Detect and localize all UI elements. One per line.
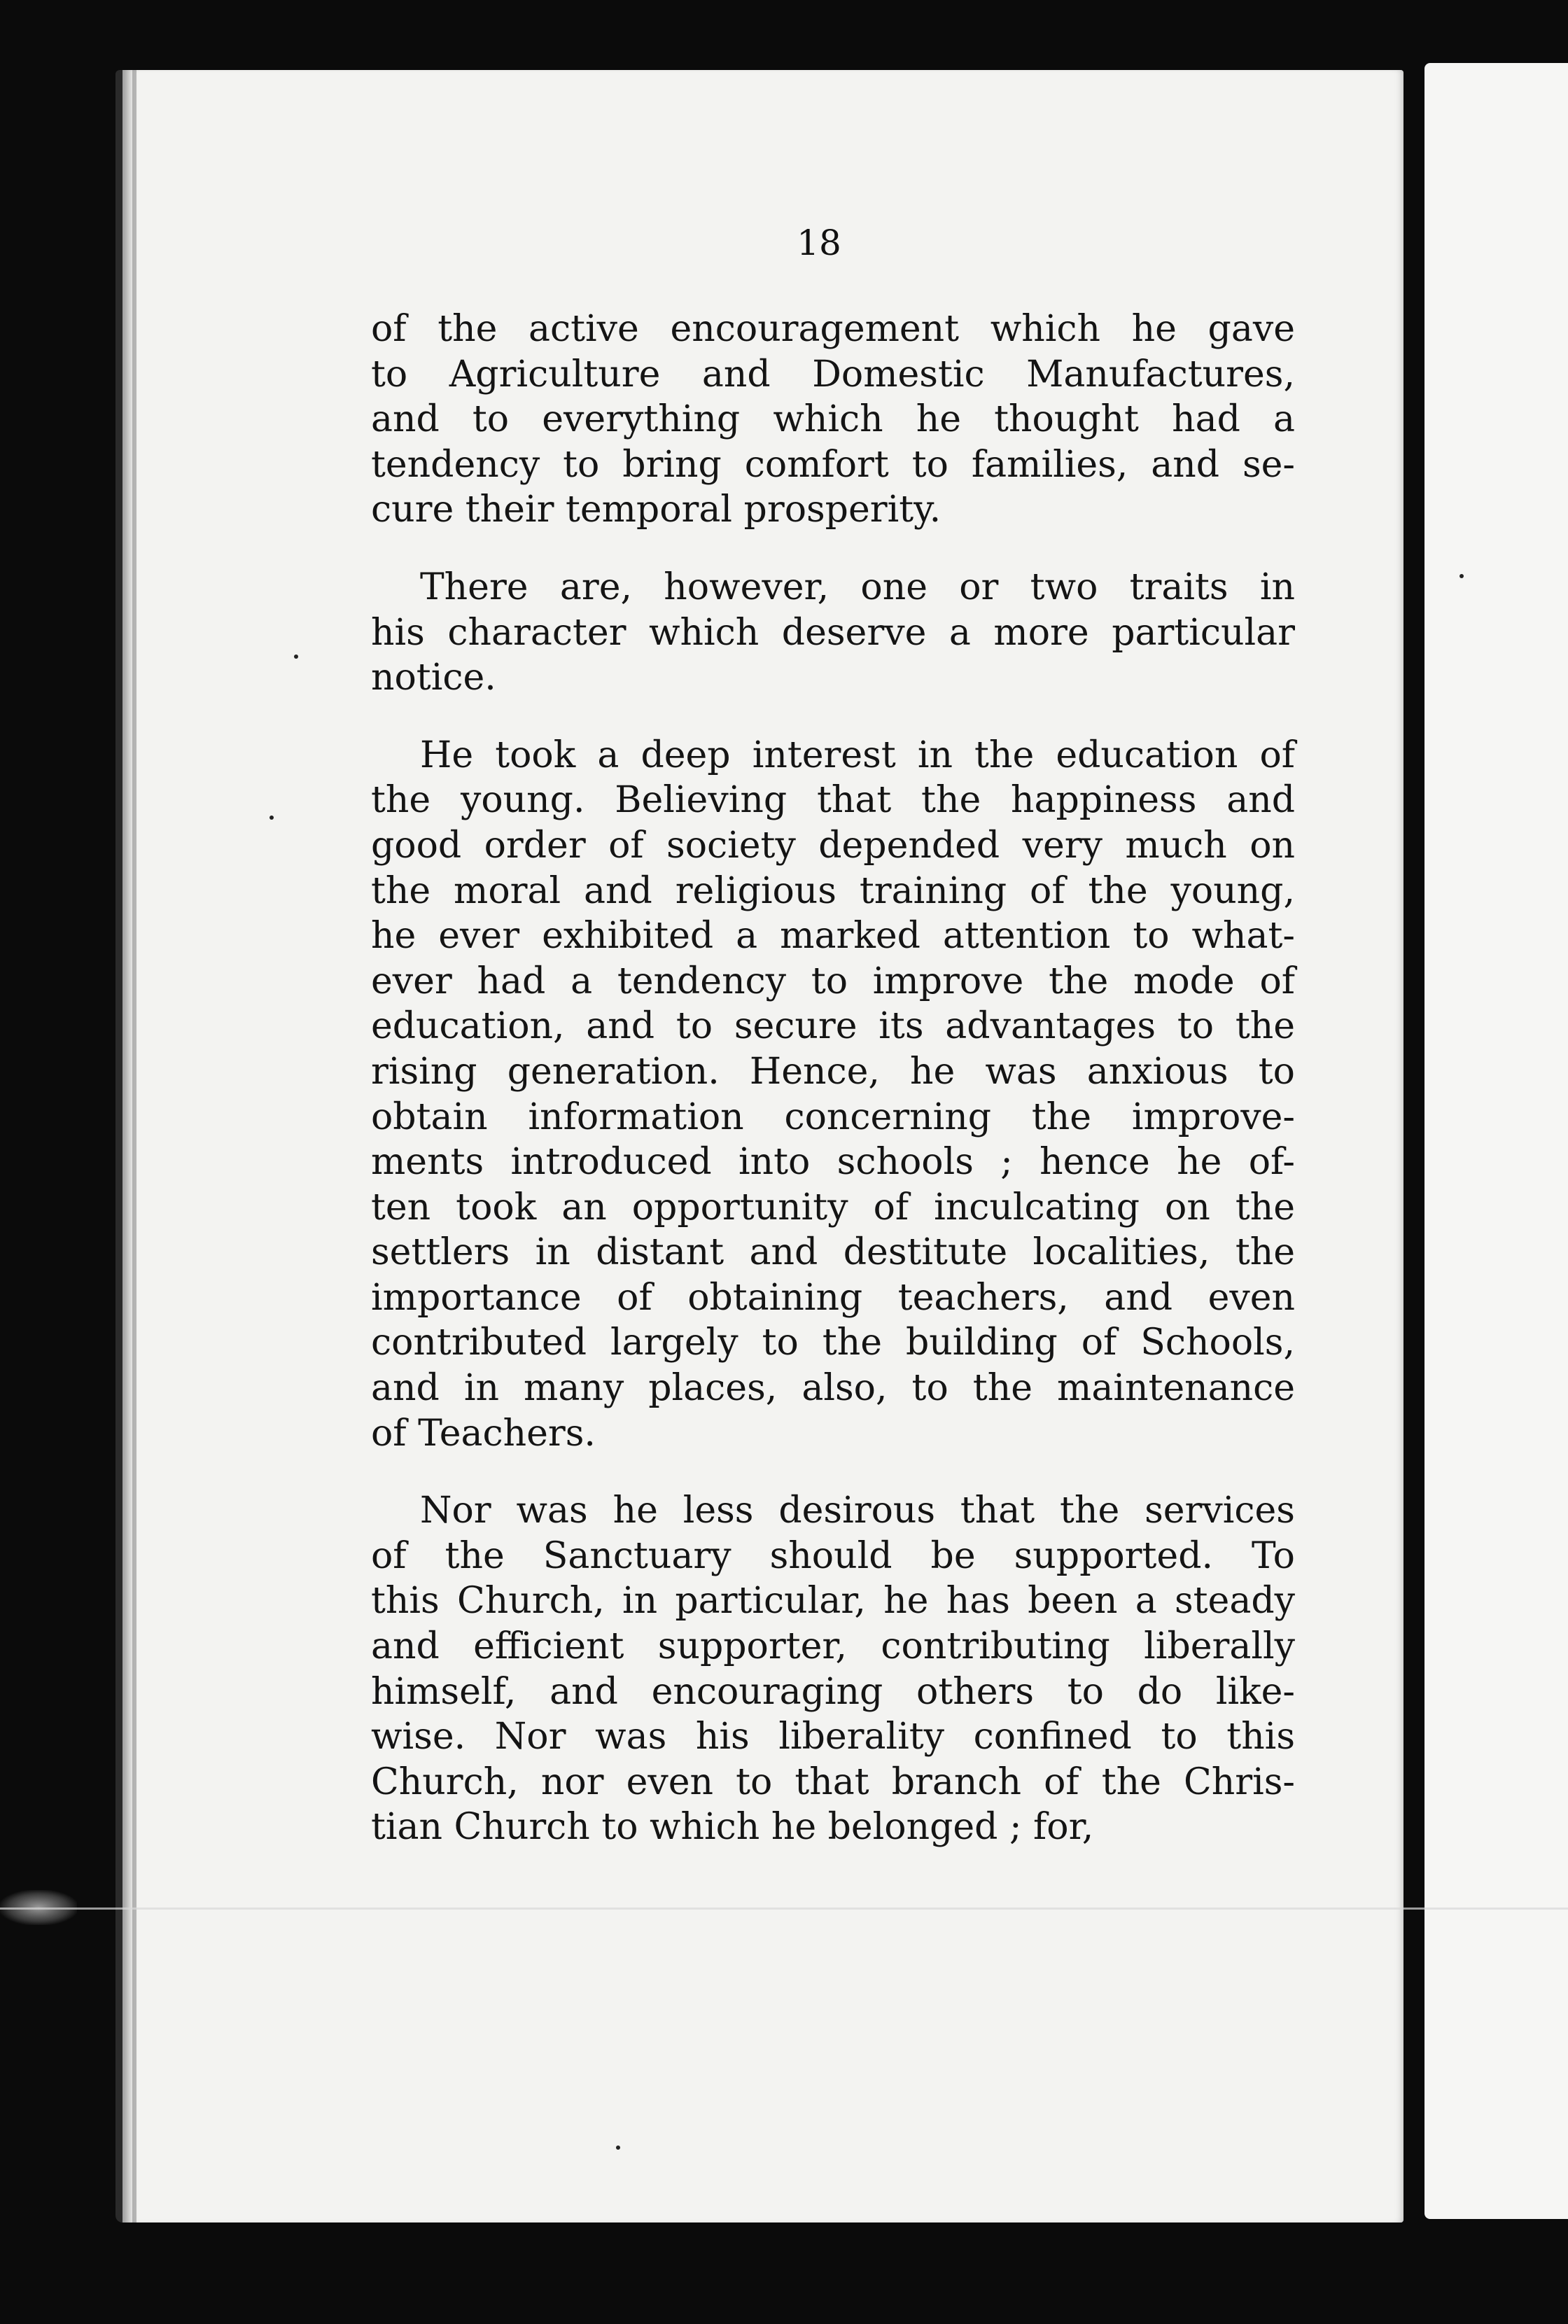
text-line: settlers in distant and destitute localities, the (371, 1231, 1295, 1274)
text-line: There are, however, one or two traits in (420, 566, 1295, 608)
text-line: and in many places, also, to the maintenance (371, 1367, 1295, 1410)
text-line: of the Sanctuary should be supported. To (371, 1534, 1295, 1577)
paragraph (371, 565, 1295, 701)
text-line: He took a deep interest in the education of (420, 734, 1295, 776)
paragraph-gap (371, 1456, 1295, 1488)
text-line: of the active encouragement which he gave (371, 308, 1295, 350)
text-line: and efficient supporter, contributing liberally (371, 1625, 1295, 1668)
paragraph (371, 733, 1295, 1457)
text-line: ments introduced into schools ; hence he of- (371, 1141, 1295, 1184)
paragraph (371, 307, 1295, 533)
text-line: himself, and encouraging others to do like- (371, 1670, 1295, 1713)
speck (270, 816, 274, 820)
speck (294, 654, 298, 659)
paragraph-gap (371, 701, 1295, 733)
text-line: education, and to secure its advantages to the (371, 1005, 1295, 1048)
text-line: rising generation. Hence, he was anxious to (371, 1050, 1295, 1093)
text-line: Nor was he less desirous that the services (420, 1490, 1295, 1532)
text-line: cure their temporal prosperity. (371, 489, 941, 531)
text-line: obtain information concerning the improve- (371, 1096, 1295, 1138)
paragraph (371, 1488, 1295, 1850)
text-line: ever had a tendency to improve the mode of (371, 960, 1295, 1002)
facing-page (1424, 63, 1568, 2219)
text-line: Church, nor even to that branch of the Chris- (371, 1760, 1295, 1803)
text-line: ten took an opportunity of inculcating on the (371, 1186, 1295, 1228)
scan-line-artifact (0, 1907, 1568, 1910)
text-line: the moral and religious training of the young, (371, 869, 1295, 912)
text-line: tendency to bring comfort to families, and se- (371, 443, 1295, 486)
text-line: the young. Believing that the happiness and (371, 779, 1295, 822)
text-line: wise. Nor was his liberality confined to this (371, 1716, 1295, 1758)
speck (616, 2146, 620, 2150)
text-line: importance of obtaining teachers, and even (371, 1276, 1295, 1319)
text-line: to Agriculture and Domestic Manufactures, (371, 353, 1295, 396)
text-line: and to everything which he thought had a (371, 398, 1295, 441)
text-line: tian Church to which he belonged ; for, (371, 1806, 1094, 1849)
text-line: he ever exhibited a marked attention to what- (371, 915, 1295, 958)
text-line: good order of society depended very much on (371, 824, 1295, 867)
text-line: his character which deserve a more particular (371, 611, 1295, 654)
text-line: notice. (371, 657, 496, 699)
paragraph-gap (371, 533, 1295, 565)
speck (1460, 574, 1464, 578)
text-line: contributed largely to the building of Schools, (371, 1322, 1295, 1364)
text-line: of Teachers. (371, 1412, 596, 1455)
page-body-text (371, 307, 1295, 1850)
text-line: this Church, in particular, he has been a steady (371, 1580, 1295, 1623)
page-number: 18 (797, 223, 841, 263)
